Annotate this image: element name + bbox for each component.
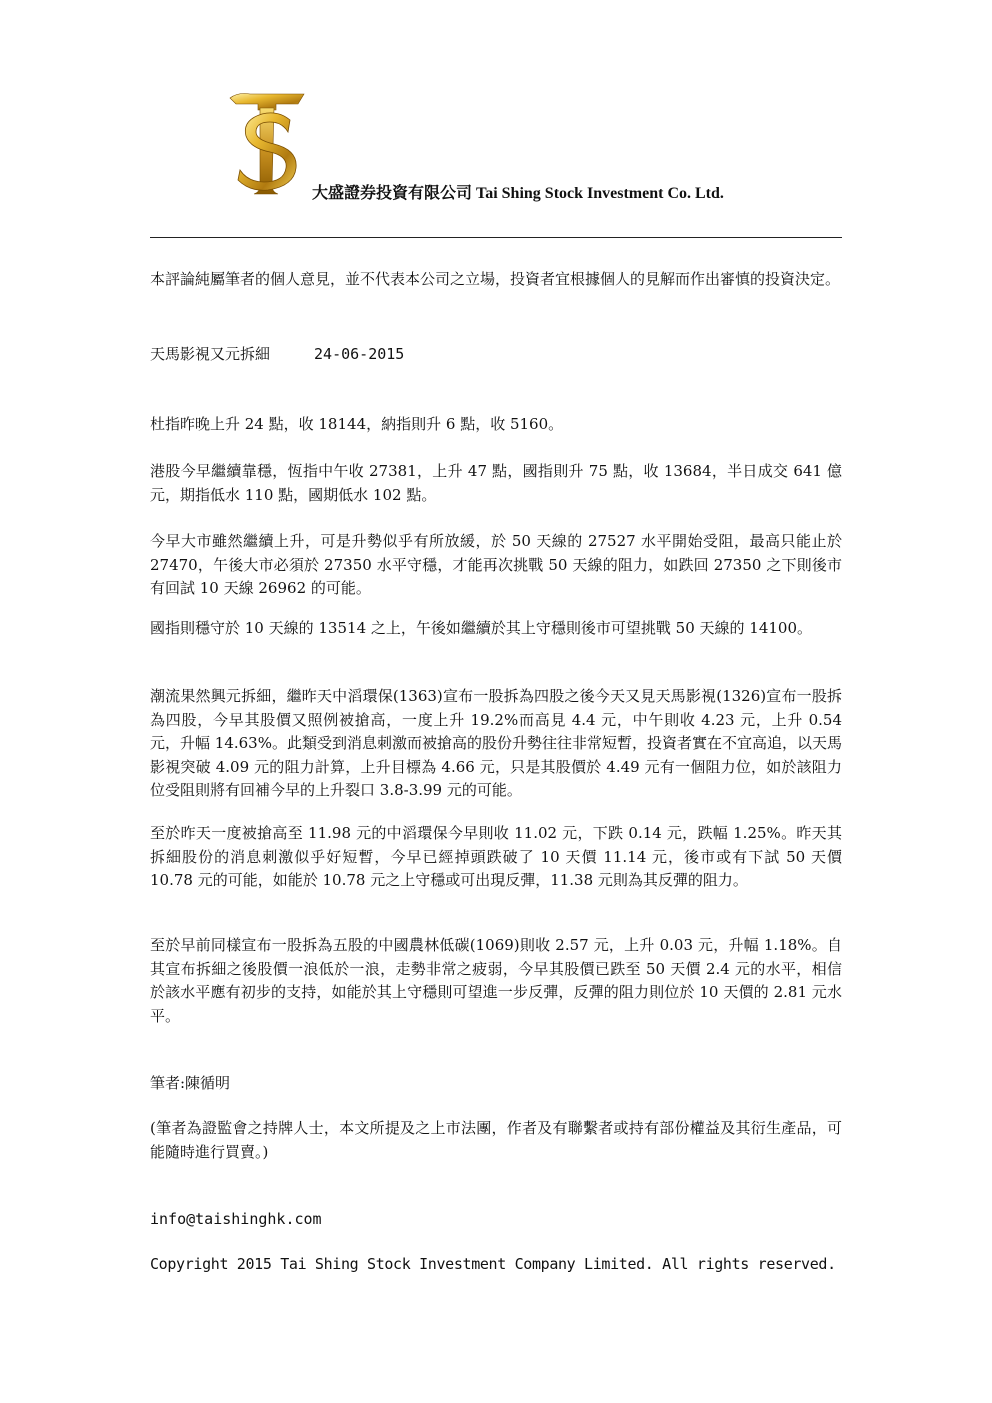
paragraph-2: 港股今早繼續靠穩，恆指中午收 27381，上升 47 點，國指則升 75 點，收 13684，半日成交 641 億元，期指低水 110 點，國期低水 102 點。 xyxy=(150,462,842,504)
paragraph-5: 潮流果然興元拆細，繼昨天中滔環保(1363)宣布一股拆為四股之後今天又見天馬影視(1326)宣布一股拆為四股，今早其股價又照例被搶高，一度上升 19.2%而高見 4.4 元，中午則收 4.23 元，上升 0.54 元，升幅 14.63%。此類受到消息刺激而被搶高的股份升勢往往非常短暫，投資者實在不宜高追，以天馬影視突破 4.09 元的阻力計算，上升目標為 4.66 元，只是其股價於 4.49 元有一個阻力位，如於該阻力位受阻則將有回補今早的上升裂口 3.8-3.99 元的可能。 xyxy=(150,687,842,799)
article-heading xyxy=(150,343,842,367)
article-title: 天馬影視又元拆細 xyxy=(150,345,271,363)
paragraph-7: 至於早前同樣宣布一股拆為五股的中國農林低碳(1069)則收 2.57 元，上升 0.03 元，升幅 1.18%。自其宣布拆細之後股價一浪低於一浪，走勢非常之疲弱，今早其股價已跌至 50 天價 2.4 元的水平，相信於該水平應有初步的支持，如能於其上守穩則可望進一步反彈，反彈的阻力則位於 10 天價的 2.81 元水平。 xyxy=(150,936,842,1025)
paragraph-4: 國指則穩守於 10 天線的 13514 之上，午後如繼續於其上守穩則後市可望挑戰 50 天線的 14100。 xyxy=(150,619,812,637)
contact-email[interactable]: info@taishinghk.com xyxy=(150,1210,322,1228)
paragraph-1: 杜指昨晚上升 24 點，收 18144，納指則升 6 點，收 5160。 xyxy=(150,415,564,433)
copyright: Copyright 2015 Tai Shing Stock Investment Company Limited. All rights reserved. xyxy=(150,1255,836,1273)
paragraph-3: 今早大市雖然繼續上升，可是升勢似乎有所放緩，於 50 天線的 27527 水平開始受阻，最高只能止於 27470，午後大市必須於 27350 水平守穩，才能再次挑戰 50 天線的阻力，如跌回 27350 之下則後市有回試 10 天線 26962 的可能。 xyxy=(150,532,842,597)
author-note: (筆者為證監會之持牌人士，本文所提及之上市法團，作者及有聯繫者或持有部份權益及其衍生產品，可能隨時進行買賣。) xyxy=(150,1119,842,1161)
company-name: 大盛證券投資有限公司 Tai Shing Stock Investment Co. Ltd. xyxy=(312,185,724,202)
paragraph-6: 至於昨天一度被搶高至 11.98 元的中滔環保今早則收 11.02 元，下跌 0.14 元，跌幅 1.25%。昨天其拆細股份的消息刺激似乎好短暫，今早已經掉頭跌破了 10 天價 11.14 元，後市或有下試 50 天價 10.78 元的可能，如能於 10.78 元之上守穩或可出現反彈，11.38 元則為其反彈的阻力。 xyxy=(150,824,842,889)
disclaimer: 本評論純屬筆者的個人意見，並不代表本公司之立場，投資者宜根據個人的見解而作出審慎的投資決定。 xyxy=(150,270,841,288)
company-logo-ts xyxy=(228,90,306,198)
header-divider xyxy=(150,237,842,238)
article-date: 24-06-2015 xyxy=(314,345,405,363)
author: 筆者:陳循明 xyxy=(150,1074,231,1092)
